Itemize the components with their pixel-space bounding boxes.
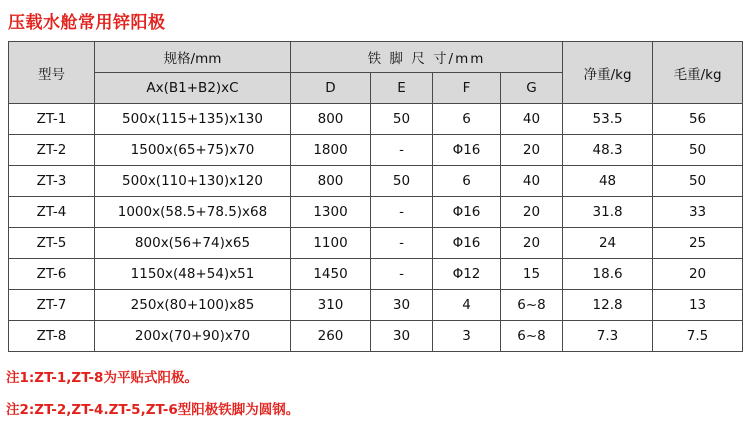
table-row	[9, 197, 743, 228]
table-header	[9, 42, 743, 104]
header-foot-group: 铁 脚 尺 寸/mm	[291, 42, 563, 73]
table-row	[9, 228, 743, 259]
cell-e: -	[371, 259, 433, 290]
cell-model: ZT-7	[9, 290, 95, 321]
cell-net: 7.3	[563, 321, 653, 352]
cell-net: 48.3	[563, 135, 653, 166]
cell-spec: 1150x(48+54)x51	[95, 259, 291, 290]
cell-model: ZT-5	[9, 228, 95, 259]
cell-e: -	[371, 197, 433, 228]
cell-spec: 200x(70+90)x70	[95, 321, 291, 352]
table-body	[9, 104, 743, 352]
cell-gross: 13	[653, 290, 743, 321]
cell-net: 18.6	[563, 259, 653, 290]
table-row	[9, 104, 743, 135]
header-model: 型号	[9, 42, 95, 104]
cell-g: 6~8	[501, 290, 563, 321]
cell-g: 15	[501, 259, 563, 290]
table-row	[9, 321, 743, 352]
specification-table	[8, 41, 743, 352]
table-row	[9, 135, 743, 166]
cell-f: 6	[433, 104, 501, 135]
cell-net: 53.5	[563, 104, 653, 135]
cell-spec: 800x(56+74)x65	[95, 228, 291, 259]
cell-e: 30	[371, 321, 433, 352]
header-foot-d: D	[291, 73, 371, 104]
cell-gross: 50	[653, 166, 743, 197]
cell-d: 260	[291, 321, 371, 352]
cell-e: 50	[371, 166, 433, 197]
header-gross-weight: 毛重/kg	[653, 42, 743, 104]
cell-model: ZT-1	[9, 104, 95, 135]
header-spec-sub: Ax(B1+B2)xC	[95, 73, 291, 104]
table-row	[9, 259, 743, 290]
cell-gross: 33	[653, 197, 743, 228]
cell-model: ZT-6	[9, 259, 95, 290]
cell-model: ZT-8	[9, 321, 95, 352]
cell-g: 40	[501, 166, 563, 197]
table-row	[9, 290, 743, 321]
cell-f: 3	[433, 321, 501, 352]
cell-g: 20	[501, 197, 563, 228]
notes-section	[6, 366, 750, 418]
cell-net: 31.8	[563, 197, 653, 228]
cell-d: 1300	[291, 197, 371, 228]
cell-g: 40	[501, 104, 563, 135]
cell-d: 310	[291, 290, 371, 321]
cell-f: 4	[433, 290, 501, 321]
note-1: 注1:ZT-1,ZT-8为平贴式阳极。	[6, 370, 198, 386]
cell-g: 20	[501, 135, 563, 166]
cell-net: 48	[563, 166, 653, 197]
header-foot-f: F	[433, 73, 501, 104]
cell-model: ZT-4	[9, 197, 95, 228]
cell-spec: 250x(80+100)x85	[95, 290, 291, 321]
header-net-weight: 净重/kg	[563, 42, 653, 104]
cell-spec: 1500x(65+75)x70	[95, 135, 291, 166]
cell-model: ZT-2	[9, 135, 95, 166]
cell-spec: 500x(110+130)x120	[95, 166, 291, 197]
cell-e: -	[371, 228, 433, 259]
header-spec-group: 规格/mm	[95, 42, 291, 73]
cell-f: 6	[433, 166, 501, 197]
cell-d: 1800	[291, 135, 371, 166]
cell-d: 800	[291, 166, 371, 197]
cell-d: 1450	[291, 259, 371, 290]
cell-f: Φ16	[433, 197, 501, 228]
cell-net: 12.8	[563, 290, 653, 321]
cell-net: 24	[563, 228, 653, 259]
cell-d: 1100	[291, 228, 371, 259]
cell-gross: 56	[653, 104, 743, 135]
cell-f: Φ16	[433, 135, 501, 166]
page-title: 压载水舱常用锌阳极	[8, 13, 166, 33]
header-row-top	[9, 42, 743, 73]
cell-e: -	[371, 135, 433, 166]
cell-model: ZT-3	[9, 166, 95, 197]
cell-gross: 50	[653, 135, 743, 166]
cell-f: Φ16	[433, 228, 501, 259]
cell-gross: 20	[653, 259, 743, 290]
cell-spec: 1000x(58.5+78.5)x68	[95, 197, 291, 228]
cell-gross: 25	[653, 228, 743, 259]
cell-spec: 500x(115+135)x130	[95, 104, 291, 135]
cell-d: 800	[291, 104, 371, 135]
cell-e: 50	[371, 104, 433, 135]
document-page	[0, 8, 750, 424]
note-2: 注2:ZT-2,ZT-4.ZT-5,ZT-6型阳极铁脚为圆钢。	[6, 402, 300, 418]
table-row	[9, 166, 743, 197]
header-foot-g: G	[501, 73, 563, 104]
cell-f: Φ12	[433, 259, 501, 290]
cell-gross: 7.5	[653, 321, 743, 352]
header-foot-e: E	[371, 73, 433, 104]
cell-g: 20	[501, 228, 563, 259]
cell-g: 6~8	[501, 321, 563, 352]
cell-e: 30	[371, 290, 433, 321]
